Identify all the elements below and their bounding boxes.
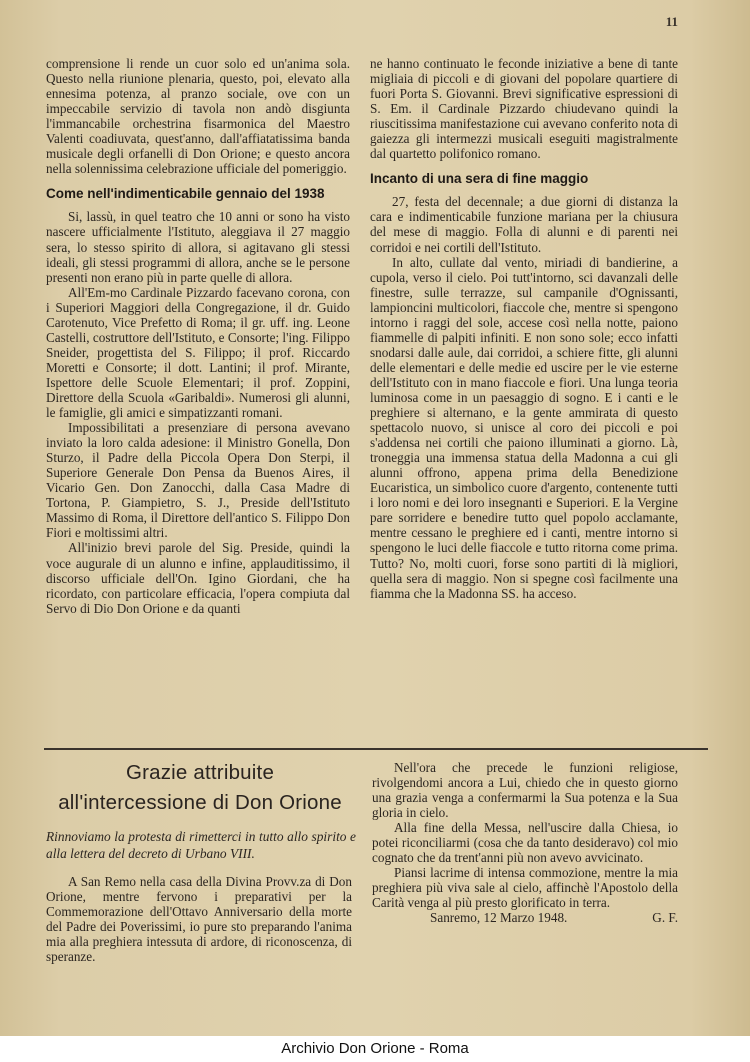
- paragraph: Piansi lacrime di intensa commozione, mentre la mia preghiera più viva sale al cielo, affinchè l'Apostolo della Carità venga al più presto glorificato in terra.: [372, 865, 678, 911]
- article-date: Sanremo, 12 Marzo 1948.: [430, 910, 568, 926]
- article-title-line: Grazie attribuite: [125, 761, 275, 784]
- paragraph: Nell'ora che precede le funzioni religiose, rivolgendomi ancora a Lui, chiedo che in questo giorno una grazia venga a confermarmi la Sua potenza e la Sua gloria in cielo.: [372, 760, 678, 821]
- paragraph: Alla fine della Messa, nell'uscire dalla Chiesa, io potei riconciliarmi (cosa che da tanto desideravo) col mio cognato che da trent'anni più non avevo avvicinato.: [372, 820, 678, 866]
- paragraph: Impossibilitati a presenziare di persona avevano inviato la loro calda adesione: il Ministro Gonella, Don Sturzo, il Padre della Piccola Opera Don Sterpi, il Superiore Generale Don Pensa da Buenos Aires, il Vicario Gen. Don Zanocchi, dalla Casa Madre di Tortona, P. Giampietro, S. J., Preside dell'Istituto Massimo di Roma, il Direttore dell'antico S. Filippo Don Fiori e moltissimi altri.: [46, 420, 350, 541]
- page-number: 11: [665, 14, 678, 29]
- article-title: [44, 758, 356, 818]
- paragraph: comprensione li rende un cuor solo ed un'anima sola. Questo nella riunione plenaria, questo, poi, elevato alla ennesima potenza, al pranzo sociale, ove con un impeccabile servizio di tavola non andò disgiunta l'immancabile orchestrina fisarmonica del Maestro Valenti coadiuvata, quest'anno, dall'affiatatissima banda musicale degli orfanelli di Don Orione; e questo ancora nella solennissima celebrazione ufficiale del pomeriggio.: [46, 56, 350, 177]
- article-signature: G. F.: [652, 910, 678, 926]
- paragraph: In alto, cullate dal vento, miriadi di bandierine, a cupola, verso il cielo. Poi tutt'intorno, sci davanzali delle finestre, sulle terrazze, sul campanile d'Ognissanti, lampioncini multicolori, fiaccole che, mentre si spengono intorno i raggi del sole, accese così nella notte, paiono fiammelle di palpiti infiniti. E non sono sole; ecco infatti snodarsi dalle aule, dai corridoi, a schiere fitte, gli alunni delle elementari e delle medie ed uscire per le vie esterne dell'Istituto con in mano fiaccole e fiori. Una lunga teoria luminosa come in un paesaggio di sogno. E i canti e le preghiere si alternano, e la gente ammirata di questo spettacolo nuovo, si unisce al coro dei piccoli e poi s'addensa nei cortili che paiono illuminati a giorno. Là, troneggia una immensa statua della Madonna a cui gli alunni offrono, appena prima della Benedizione Eucaristica, un simbolico cuore d'argento, contenente tutti i loro nomi e dei loro insegnanti e Superiori. E la Vergine pare sorridere e benedire tutto quel popolo acclamante, mentre cessano le preghiere ed i canti, mentre intorno si spengono le luci delle fiaccole e tutto ritorna come prima. Tutto? No, molti cuori, forse sono partiti di là migliori, quella sera di maggio. Non si spegne così facilmente una fiamma che la Madonna SS. ha acceso.: [370, 254, 678, 601]
- paragraph: All'Em-mo Cardinale Pizzardo facevano corona, con i Superiori Maggiori della Congregazione, il dr. Guido Carotenuto, Vice Prefetto di Roma; il gr. uff. ing. Leone Castelli, costruttore dell'Istituto, e Consorte; l'ing. Filippo Sneider, progettista del S. Filippo; il prof. Riccardo Moretti e Consorte; il dott. Lantini; il prof. Mirante, Ispettore delle Scuole Elementari; il prof. Zoppini, Direttore della Scuola «Garibaldi». Numerosi gli alunni, le famiglie, gli amici e simpatizzanti romani.: [46, 284, 351, 421]
- section-heading: Incanto di una sera di fine maggio: [370, 171, 589, 187]
- article-right-column: [372, 760, 678, 926]
- paragraph: A San Remo nella casa della Divina Provv.za di Don Orione, mentre fervono i preparativi per la Commemorazione dell'Ottavo Anniversario della morte del Padre dei Poverissimi, io pure sto preparando l'anima mia alla preghiera intessuta di ardore, di riconoscenza, di speranze.: [46, 874, 352, 965]
- right-column: [370, 56, 678, 601]
- article-subtitle: Rinnoviamo la protesta di rimetterci in tutto allo spirito e alla lettera del decreto di Urbano VIII.: [46, 829, 356, 861]
- paragraph: All'inizio brevi parole del Sig. Preside, quindi la voce augurale di un alunno e infine, applauditissimo, il discorso ufficiale dell'On. Igino Giordani, che ha ricordato, con particolare efficacia, l'opera compiuta dal Servo di Dio Don Orione e da quanti: [46, 540, 350, 616]
- section-divider: [44, 748, 708, 750]
- paragraph: Si, lassù, in quel teatro che 10 anni or sono ha visto nascere ufficialmente l'Istituto, aleggiava il 27 maggio sera, lo stesso spirito di allora, si agitavano gli stessi ideali, gli stessi programmi di allora, anche se le persone presenti non erano più in parte quelle di allora.: [46, 209, 350, 285]
- article-left-column: [46, 874, 352, 964]
- archive-footer: Archivio Don Orione - Roma: [0, 1036, 750, 1062]
- article-title-line: all'intercessione di Don Orione: [58, 791, 342, 814]
- section-heading: Come nell'indimenticabile gennaio del 1938: [46, 186, 325, 202]
- date-signature-line: [372, 910, 678, 925]
- left-column: [46, 56, 350, 616]
- paragraph: 27, festa del decennale; a due giorni di distanza la cara e indimenticabile funzione mariana per la chiusura del mese di maggio. Folla di alunni e di parenti nei corridoi e nei cortili dell'Istituto.: [370, 194, 678, 255]
- paragraph: ne hanno continuato le feconde iniziative a bene di tante migliaia di piccoli e di giovani del popolare quartiere di fuori Porta S. Giovanni. Brevi significative espressioni di S. Em. il Cardinale Pizzardo chiudevano quindi la riuscitissima manifestazione cui avevano conferito nota di gaiezza gli intermezzi musicali eseguiti magistralmente dal quartetto polifonico romano.: [370, 56, 678, 162]
